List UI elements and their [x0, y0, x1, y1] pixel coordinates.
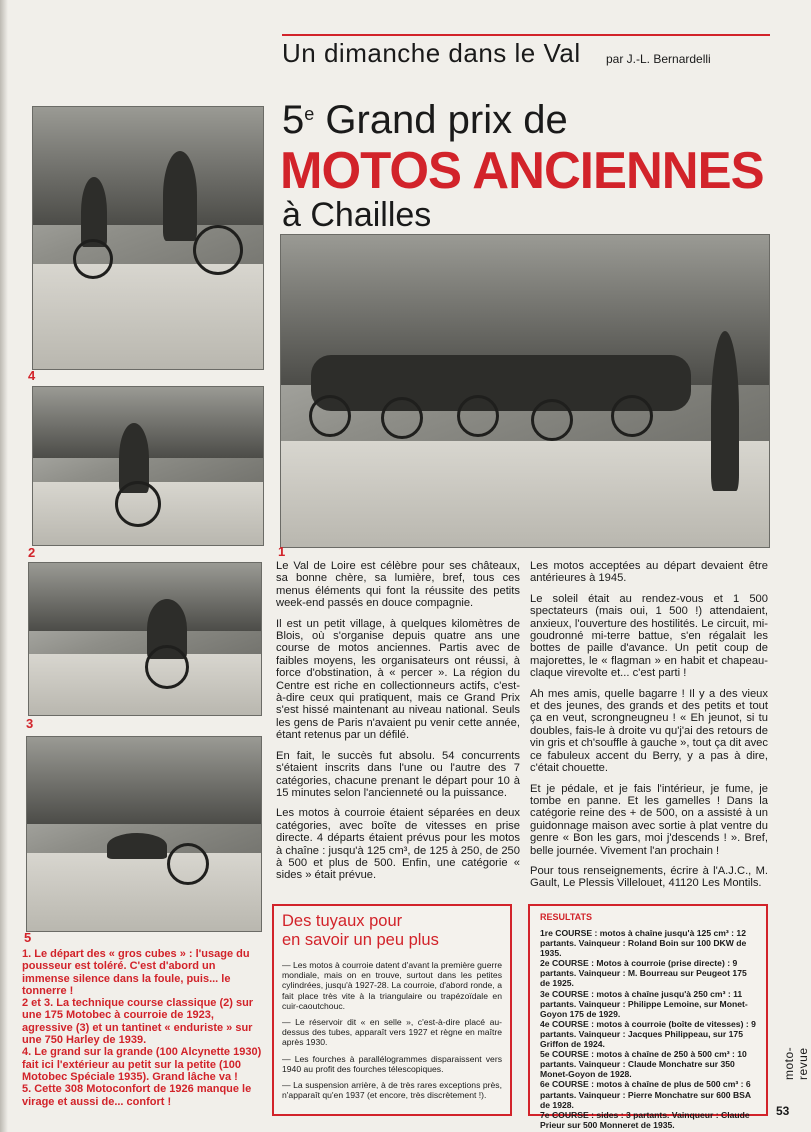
- article-column-2: [530, 560, 768, 898]
- result-item: 7e COURSE : sides : 3 partants. Vainqueur : Claude Prieur sur 500 Monneret de 1935.: [540, 1109, 750, 1130]
- photo-2: [32, 386, 264, 546]
- paragraph: Et je pédale, et je fais l'intérieur, je fume, je tombe en panne. Et les gamelles ! Dans la catégorie reine des + de 500, on a assisté à un guidonnage maison avec sortie à plat ventre du genre « Bon les gars, moi j'descends ! ». Bref, belle journée. Vivement l'an prochain !: [530, 782, 768, 857]
- page-number: 53: [776, 1104, 790, 1118]
- result-item: 4e COURSE : motos à courroie (boîte de vitesses) : 9 partants. Vainqueur : Jacques Philippeau, sur 175 Griffon de 1924.: [540, 1018, 756, 1050]
- caption-4: 4. Le grand sur la grande (100 Alcynette 1930) fait ici l'extérieur au petit sur la petite (100 Motobec Spéciale 1935). Grand lâche va !: [22, 1046, 262, 1083]
- photo-number-4: 4: [28, 368, 36, 383]
- result-item: 3e COURSE : motos à chaîne jusqu'à 250 cm³ : 11 partants. Vainqueur : Philippe Lemoine, sur Monet-Goyon 175 de 1929.: [540, 988, 748, 1019]
- result-item: 5e COURSE : motos à chaîne de 250 à 500 cm³ : 10 partants. Vainqueur : Claude Monchatre sur 350 Monet-Goyon de 1928.: [540, 1049, 747, 1080]
- photo-number-3: 3: [26, 716, 34, 731]
- result-item: 6e COURSE : motos à chaîne de plus de 500 cm³ : 6 partants. Vainqueur : Pierre Monchatre sur 600 BSA de 1928.: [540, 1079, 751, 1110]
- tips-box: [272, 904, 512, 1116]
- photo-4: [32, 106, 264, 370]
- caption-1: 1. Le départ des « gros cubes » : l'usage du pousseur est toléré. C'est d'abord un immense silence dans la foule, puis... le tonnerre !: [22, 948, 250, 997]
- photo-1: [280, 234, 770, 548]
- magazine-name: moto-revue: [782, 1046, 810, 1080]
- byline: par J.-L. Bernardelli: [606, 52, 711, 66]
- photo-number-1: 1: [278, 544, 286, 559]
- tips-title-line1: Des tuyaux pour: [282, 912, 403, 930]
- photo-captions: [22, 948, 262, 1108]
- section-title: Un dimanche dans le Val: [282, 38, 581, 68]
- paragraph: Le soleil était au rendez-vous et 1 500 spectateurs (mais oui, 1 500 !) attendaient, anxieux, l'ouverture des hostilités. Le circuit, mi-goudronné mi-terre battue, s'en régalait les bottes de paille d'avance. Un petit coup de majorettes, le « flagman » en habit et chapeau-claque virevolte et... c'est parti !: [530, 592, 768, 680]
- caption-2-3: 2 et 3. La technique course classique (2) sur une 175 Motobec à courroie de 1923, agressive (3) et un tantinet « enduriste » sur une 750 Harley de 1939.: [22, 997, 254, 1047]
- paragraph: Les motos acceptées au départ devaient être antérieures à 1945.: [530, 560, 768, 585]
- photo-number-5: 5: [24, 930, 32, 945]
- tip-item: — Les fourches à parallélogrammes disparaissent vers 1940 au profit des fourches télescopiques.: [282, 1053, 502, 1074]
- paragraph: Ah mes amis, quelle bagarre ! Il y a des vieux et des jeunes, des grands et des petits et tout ça en veut, scrongneugneu ! « Eh jeunot, si tu doubles, fais-le à droite vu qu'j'ai des retours de vin gris et ch'souffle à gauche », tout ça dit avec ce fabuleux accent du Berry, y a pas à dire, c'était chouette.: [530, 687, 768, 775]
- tip-item: — Le réservoir dit « en selle », c'est-à-dire placé au-dessus des tubes, apparaît vers 1927 et règne en maître après 1930.: [282, 1017, 502, 1048]
- article-column-1: [276, 560, 520, 890]
- results-title: RESULTATS: [540, 912, 592, 922]
- headline-line2: MOTOS ANCIENNES: [280, 142, 764, 200]
- paragraph: Le Val de Loire est célèbre pour ses châteaux, sa bonne chère, sa lumière, bref, tous ces menus éléments qui font la réussite des petits week-end passés en douce compagnie.: [276, 560, 520, 610]
- header-rule: [282, 34, 770, 36]
- result-item: 1re COURSE : motos à chaîne jusqu'à 125 cm³ : 12 partants. Vainqueur : Roland Boin sur 100 DKW de 1935.: [540, 928, 747, 959]
- headline-line3: à Chailles: [282, 196, 432, 234]
- paragraph: En fait, le succès fut absolu. 54 concurrents s'étaient inscrits dans l'une ou l'autre des 7 catégories, chacune prenant le départ pour 10 à 15 minutes selon l'ancienneté ou la puissance.: [276, 749, 520, 799]
- tip-item: — La suspension arrière, à de très rares exceptions près, n'apparaît qu'en 1937 (et encore, très discrètement !).: [282, 1080, 502, 1101]
- paragraph: Pour tous renseignements, écrire à l'A.J.C., M. Gault, Le Plessis Villelouet, 41120 Les Montils.: [530, 864, 768, 890]
- result-item: 2e COURSE : Motos à courroie (prise directe) : 9 partants. Vainqueur : M. Bourreau sur Peugeot 175 de 1925.: [540, 958, 747, 989]
- paragraph: Il est un petit village, à quelques kilomètres de Blois, où s'organise depuis quatre ans une course de motos anciennes. Partis avec de faibles moyens, les organisateurs ont réussi, à force d'obstination, à « percer ». La région du Centre est riche en collectionneurs actifs, c'est-à-dire ceux qui pratiquent, mais ce Grand Prix s'est hissé maintenant au niveau national. Seuls les gens de Paris n'avaient pu venir cette année, étant retenus par un défilé.: [276, 617, 520, 742]
- photo-number-2: 2: [28, 545, 36, 560]
- results-box: [528, 904, 768, 1130]
- page-edge-shadow: [0, 0, 8, 1132]
- tip-item: — Les motos à courroie datent d'avant la première guerre mondiale, mais on en trouve, surtout dans les petites cylindrées, jusqu'à 1927-28. La courroie, d'abord ronde, a fait place très vite à la triangulaire ou trapézoïdale en cuir-caoutchouc.: [282, 960, 502, 1011]
- tips-title-line2: en savoir un peu plus: [282, 931, 439, 949]
- paragraph: Les motos à courroie étaient séparées en deux catégories, avec boîte de vitesses en prise directe. 4 départs étaient prévus pour les motos à chaîne : jusqu'à 125 cm³, de 125 à 250, de 250 à 500 et plus de 500. Enfin, une catégorie « sides » était prévue.: [276, 807, 520, 882]
- caption-5: 5. Cette 308 Motoconfort de 1926 manque le virage et aussi de... confort !: [22, 1083, 252, 1108]
- headline-line1: 5e Grand prix de: [282, 98, 568, 142]
- photo-5: [26, 736, 262, 932]
- photo-3: [28, 562, 262, 716]
